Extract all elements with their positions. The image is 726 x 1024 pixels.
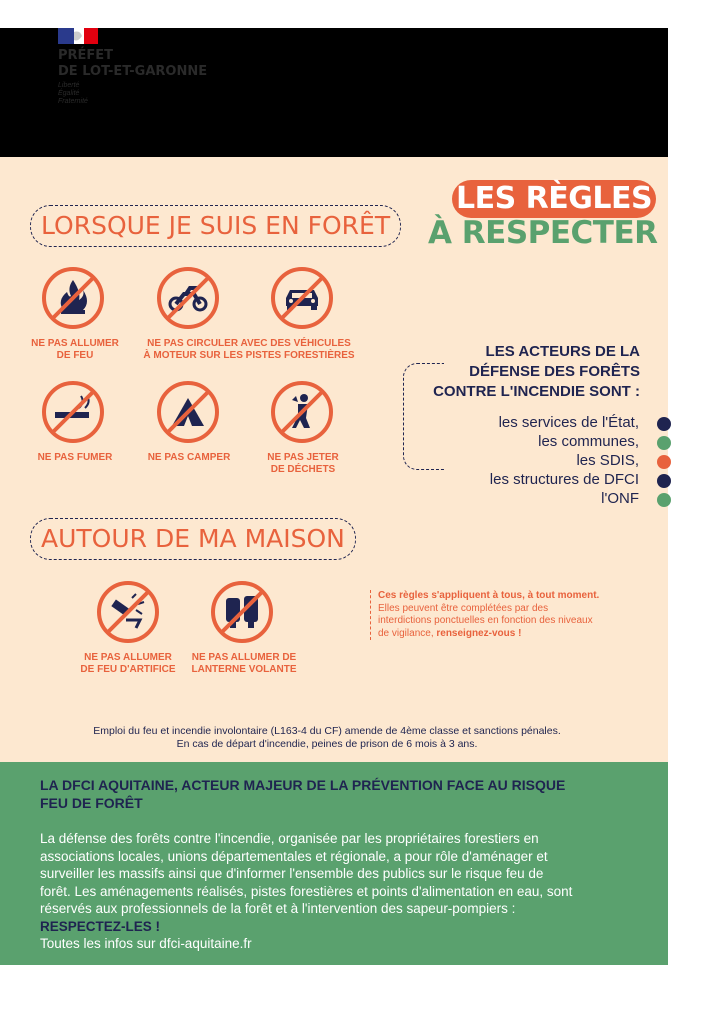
actor-state: les services de l'État, [498, 414, 639, 431]
rule-label-camping-text: NE PAS CAMPER [147, 452, 231, 463]
no-smoking-icon [41, 380, 105, 444]
actor-onf: l'ONF [601, 490, 639, 507]
note-divider [370, 590, 372, 640]
title-line2: À RESPECTER [428, 215, 658, 251]
rule-label-littering [248, 452, 358, 476]
no-car-icon [270, 266, 334, 330]
motto-liberte: Liberté [58, 82, 80, 89]
prefect-line2: DE LOT-ET-GARONNE [58, 64, 208, 79]
footer-body-line3: surveiller les massifs ainsi que d'informer l'ensemble des publics sur le risque feu de [40, 866, 544, 881]
note-block [378, 590, 648, 640]
motto-egalite: Égalité [58, 90, 80, 97]
rule-label-fireworks-text: NE PAS ALLUMER DE FEU D'ARTIFICE [80, 652, 176, 675]
rule-label-fire [20, 338, 130, 362]
legal-notice [0, 725, 654, 751]
no-camping-icon [156, 380, 220, 444]
rule-label-smoking [20, 452, 130, 464]
rule-label-vehicles-text: NE PAS CIRCULER AVEC DES VÉHICULES À MOTEUR SUR LES PISTES FORESTIÈRES [143, 338, 355, 361]
actor-dot-communes [657, 436, 671, 450]
legal-line1: Emploi du feu et incendie involontaire (L163-4 du CF) amende de 4ème classe et sanctions pénales. [93, 725, 561, 737]
actor-dot-dfci [657, 474, 671, 488]
motto-fraternite: Fraternité [58, 98, 88, 105]
note-line1: Ces règles s'appliquent à tous, à tout moment. [378, 590, 600, 601]
prefect-line1: PRÉFET [58, 48, 114, 63]
actors-heading-line3: CONTRE L'INCENDIE SONT : [433, 383, 640, 400]
footer-body [40, 830, 665, 953]
actors-heading-line1: LES ACTEURS DE LA [485, 343, 640, 360]
note-line4-pre: de vigilance, [378, 627, 437, 639]
rule-label-fireworks [72, 652, 184, 676]
footer-heading-line1: LA DFCI AQUITAINE, ACTEUR MAJEUR DE LA PRÉVENTION FACE AU RISQUE [40, 777, 566, 793]
forest-heading: LORSQUE JE SUIS EN FORÊT [30, 205, 401, 247]
house-heading: AUTOUR DE MA MAISON [30, 518, 356, 560]
actors-heading-line2: DÉFENSE DES FORÊTS [469, 363, 640, 380]
no-sky-lantern-icon [210, 580, 274, 644]
note-line2: Elles peuvent être complétées par des [378, 602, 549, 614]
no-littering-icon [270, 380, 334, 444]
footer-body-line5: réservés aux professionnels de la forêt et à l'intervention des sapeur-pompiers : [40, 901, 516, 916]
footer-body-line4: forêt. Les aménagements réalisés, pistes forestières et points d'alimentation en eau, sont [40, 883, 573, 899]
footer-cta: RESPECTEZ-LES ! [40, 918, 161, 934]
note-line3: interdictions ponctuelles en fonction des niveaux [378, 615, 593, 626]
rule-label-camping [134, 452, 244, 464]
actor-communes: les communes, [538, 433, 639, 450]
actor-dfci: les structures de DFCI [489, 471, 639, 488]
rule-label-vehicles [134, 338, 364, 362]
actors-heading [400, 342, 640, 402]
actor-sdis: les SDIS, [576, 452, 639, 469]
note-line4 [378, 628, 648, 641]
footer-body-line2: associations locales, unions départementales et régionale, a pour rôle d'aménager et [40, 848, 548, 864]
actor-dot-onf [657, 493, 671, 507]
actor-dot-state [657, 417, 671, 431]
rule-label-littering-text: NE PAS JETER DE DÉCHETS [267, 452, 339, 475]
no-fireworks-icon [96, 580, 160, 644]
no-motorbike-icon [156, 266, 220, 330]
footer-link-line[interactable]: Toutes les infos sur dfci-aquitaine.fr [40, 936, 252, 951]
actor-dot-sdis [657, 455, 671, 469]
rule-label-fire-text: NE PAS ALLUMER DE FEU [31, 338, 119, 361]
legal-line2: En cas de départ d'incendie, peines de prison de 6 mois à 3 ans. [176, 738, 478, 750]
title-line1: LES RÈGLES [455, 181, 653, 216]
footer-body-line1: La défense des forêts contre l'incendie, organisée par les propriétaires forestiers en [40, 831, 539, 846]
rule-label-lantern [186, 652, 302, 676]
no-fire-icon [41, 266, 105, 330]
note-line4-bold: renseignez-vous ! [436, 627, 522, 639]
rule-label-smoking-text: NE PAS FUMER [37, 452, 113, 463]
marianne-logo [58, 28, 98, 44]
footer-heading [40, 776, 660, 812]
footer-heading-line2: FEU DE FORÊT [40, 795, 143, 811]
rule-label-lantern-text: NE PAS ALLUMER DE LANTERNE VOLANTE [191, 652, 297, 675]
